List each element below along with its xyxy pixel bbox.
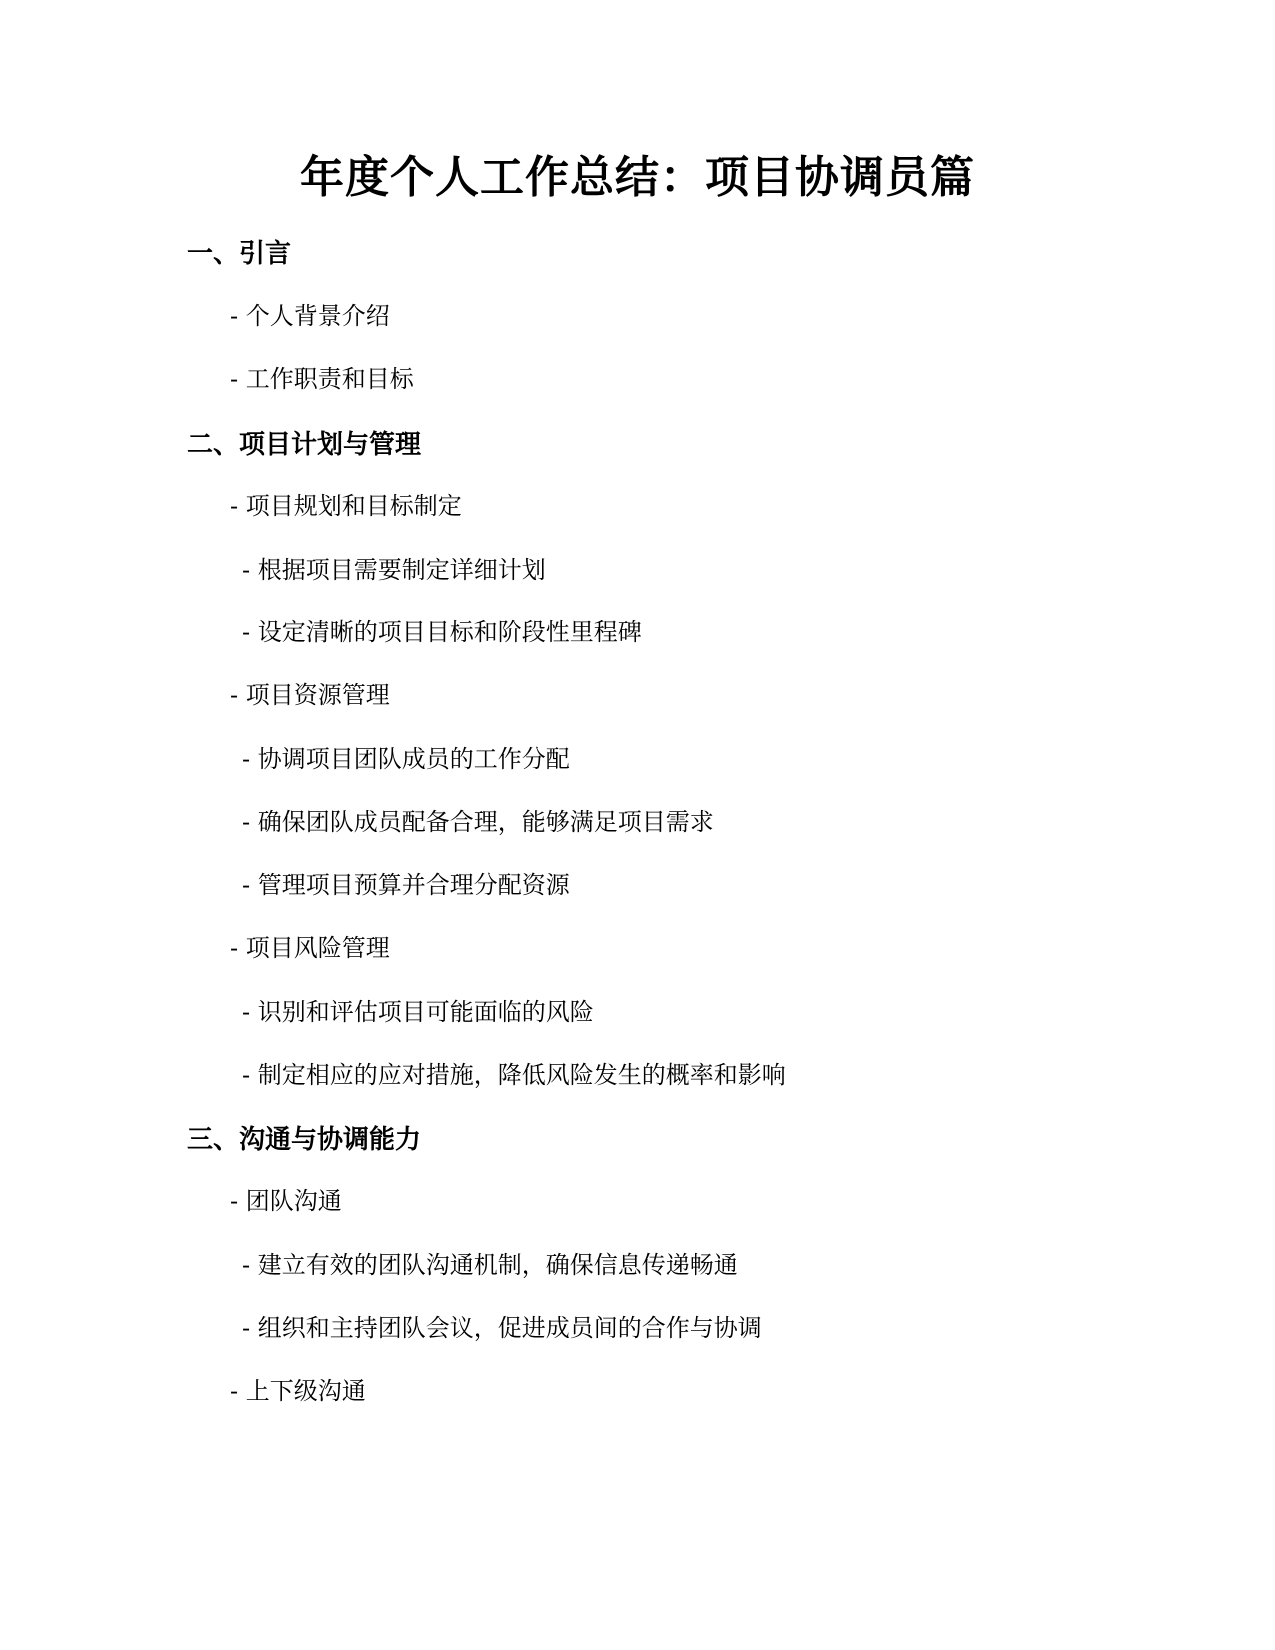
list-item: - 根据项目需要制定详细计划 [242,556,546,584]
document-title: 年度个人工作总结：项目协调员篇 [300,152,975,203]
section-heading-project-planning: 二、项目计划与管理 [187,430,422,460]
list-item: - 项目风险管理 [230,934,390,962]
list-item: - 识别和评估项目可能面临的风险 [242,998,594,1026]
list-item: - 上下级沟通 [230,1377,366,1405]
list-item: - 项目资源管理 [230,681,390,709]
list-item: - 协调项目团队成员的工作分配 [242,745,570,773]
section-heading-communication: 三、沟通与协调能力 [187,1125,422,1155]
list-item: - 建立有效的团队沟通机制，确保信息传递畅通 [242,1251,738,1279]
section-heading-introduction: 一、引言 [187,239,292,269]
list-item: - 组织和主持团队会议，促进成员间的合作与协调 [242,1314,762,1342]
list-item: - 确保团队成员配备合理，能够满足项目需求 [242,808,714,836]
list-item: - 个人背景介绍 [230,302,390,330]
list-item: - 工作职责和目标 [230,365,414,393]
list-item: - 项目规划和目标制定 [230,492,462,520]
list-item: - 制定相应的应对措施，降低风险发生的概率和影响 [242,1061,786,1089]
list-item: - 设定清晰的项目目标和阶段性里程碑 [242,618,642,646]
list-item: - 团队沟通 [230,1187,342,1215]
list-item: - 管理项目预算并合理分配资源 [242,871,570,899]
